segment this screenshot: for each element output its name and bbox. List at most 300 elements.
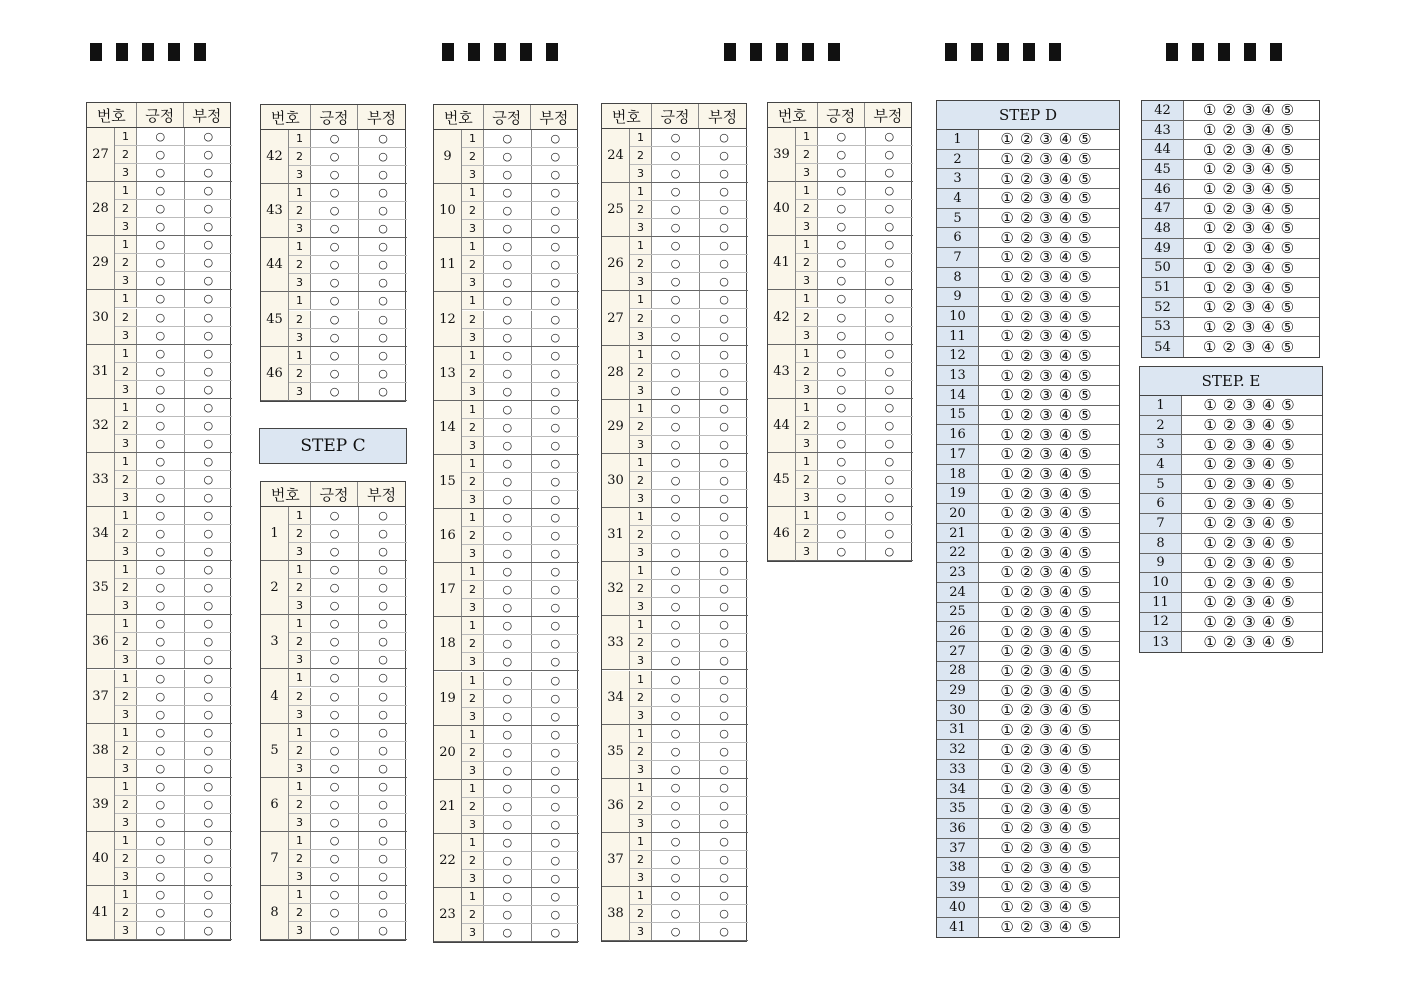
- negative-bubble[interactable]: ○: [203, 256, 214, 270]
- negative-bubble[interactable]: ○: [203, 906, 214, 920]
- positive-bubble[interactable]: ○: [652, 887, 700, 904]
- negative-bubble[interactable]: ○: [378, 924, 388, 938]
- negative-bubble[interactable]: ○: [550, 402, 561, 416]
- negative-bubble[interactable]: ○: [378, 545, 388, 559]
- positive-bubble[interactable]: ○: [818, 543, 866, 560]
- positive-bubble[interactable]: ○: [652, 815, 700, 832]
- negative-bubble[interactable]: ○: [550, 168, 561, 182]
- positive-bubble[interactable]: ○: [484, 130, 532, 147]
- positive-bubble[interactable]: ○: [652, 652, 700, 669]
- positive-bubble[interactable]: ○: [652, 147, 700, 164]
- negative-bubble[interactable]: ○: [550, 493, 561, 507]
- positive-bubble[interactable]: ○: [484, 455, 532, 472]
- positive-bubble[interactable]: ○: [311, 742, 359, 759]
- positive-bubble[interactable]: ○: [484, 563, 532, 580]
- positive-bubble[interactable]: ○: [137, 886, 185, 903]
- negative-bubble[interactable]: ○: [550, 186, 561, 200]
- positive-bubble[interactable]: ○: [818, 489, 866, 506]
- positive-bubble[interactable]: ○: [137, 182, 185, 199]
- negative-bubble[interactable]: ○: [203, 725, 214, 739]
- choice-bubbles[interactable]: ①②③④⑤: [1202, 101, 1301, 120]
- positive-bubble[interactable]: ○: [137, 742, 185, 759]
- positive-bubble[interactable]: ○: [137, 272, 185, 289]
- choice-bubbles[interactable]: ①②③④⑤: [1000, 858, 1098, 877]
- negative-bubble[interactable]: ○: [550, 366, 561, 380]
- positive-bubble[interactable]: ○: [652, 761, 700, 778]
- positive-bubble[interactable]: ○: [652, 183, 700, 200]
- negative-bubble[interactable]: ○: [719, 311, 729, 325]
- choice-bubbles[interactable]: ①②③④⑤: [1000, 898, 1098, 917]
- positive-bubble[interactable]: ○: [311, 256, 359, 273]
- choice-bubbles[interactable]: ①②③④⑤: [1000, 228, 1098, 247]
- negative-bubble[interactable]: ○: [203, 310, 214, 324]
- positive-bubble[interactable]: ○: [484, 148, 532, 165]
- negative-bubble[interactable]: ○: [378, 707, 388, 721]
- negative-bubble[interactable]: ○: [378, 779, 388, 793]
- positive-bubble[interactable]: ○: [311, 311, 359, 328]
- positive-bubble[interactable]: ○: [652, 382, 700, 399]
- choice-bubbles[interactable]: ①②③④⑤: [1203, 514, 1301, 533]
- negative-bubble[interactable]: ○: [378, 258, 388, 272]
- negative-bubble[interactable]: ○: [884, 346, 895, 360]
- negative-bubble[interactable]: ○: [203, 563, 214, 577]
- negative-bubble[interactable]: ○: [719, 726, 729, 740]
- positive-bubble[interactable]: ○: [311, 347, 359, 364]
- negative-bubble[interactable]: ○: [719, 347, 729, 361]
- choice-bubbles[interactable]: ①②③④⑤: [1000, 602, 1098, 621]
- negative-bubble[interactable]: ○: [378, 906, 388, 920]
- positive-bubble[interactable]: ○: [652, 273, 700, 290]
- choice-bubbles[interactable]: ①②③④⑤: [1203, 593, 1301, 612]
- positive-bubble[interactable]: ○: [311, 850, 359, 867]
- choice-bubbles[interactable]: ①②③④⑤: [1202, 239, 1301, 258]
- positive-bubble[interactable]: ○: [652, 851, 700, 868]
- positive-bubble[interactable]: ○: [137, 615, 185, 632]
- choice-bubbles[interactable]: ①②③④⑤: [1000, 189, 1098, 208]
- negative-bubble[interactable]: ○: [550, 835, 561, 849]
- positive-bubble[interactable]: ○: [484, 653, 532, 670]
- choice-bubbles[interactable]: ①②③④⑤: [1000, 248, 1098, 267]
- negative-bubble[interactable]: ○: [550, 222, 561, 236]
- negative-bubble[interactable]: ○: [719, 221, 729, 235]
- positive-bubble[interactable]: ○: [311, 148, 359, 165]
- negative-bubble[interactable]: ○: [719, 473, 729, 487]
- negative-bubble[interactable]: ○: [203, 274, 214, 288]
- negative-bubble[interactable]: ○: [719, 239, 729, 253]
- positive-bubble[interactable]: ○: [311, 365, 359, 382]
- positive-bubble[interactable]: ○: [652, 616, 700, 633]
- positive-bubble[interactable]: ○: [652, 291, 700, 308]
- positive-bubble[interactable]: ○: [818, 471, 866, 488]
- negative-bubble[interactable]: ○: [884, 472, 895, 486]
- negative-bubble[interactable]: ○: [203, 545, 214, 559]
- positive-bubble[interactable]: ○: [311, 669, 359, 686]
- negative-bubble[interactable]: ○: [550, 547, 561, 561]
- positive-bubble[interactable]: ○: [818, 164, 866, 181]
- negative-bubble[interactable]: ○: [719, 672, 729, 686]
- negative-bubble[interactable]: ○: [719, 600, 729, 614]
- choice-bubbles[interactable]: ①②③④⑤: [1000, 583, 1098, 602]
- positive-bubble[interactable]: ○: [484, 419, 532, 436]
- choice-bubbles[interactable]: ①②③④⑤: [1000, 504, 1098, 523]
- negative-bubble[interactable]: ○: [378, 294, 388, 308]
- positive-bubble[interactable]: ○: [818, 525, 866, 542]
- negative-bubble[interactable]: ○: [550, 276, 561, 290]
- choice-bubbles[interactable]: ①②③④⑤: [1203, 573, 1301, 592]
- negative-bubble[interactable]: ○: [203, 364, 214, 378]
- negative-bubble[interactable]: ○: [203, 400, 214, 414]
- positive-bubble[interactable]: ○: [484, 672, 532, 689]
- negative-bubble[interactable]: ○: [378, 888, 388, 902]
- positive-bubble[interactable]: ○: [818, 182, 866, 199]
- positive-bubble[interactable]: ○: [484, 329, 532, 346]
- choice-bubbles[interactable]: ①②③④⑤: [1000, 799, 1098, 818]
- positive-bubble[interactable]: ○: [484, 762, 532, 779]
- positive-bubble[interactable]: ○: [311, 832, 359, 849]
- positive-bubble[interactable]: ○: [137, 850, 185, 867]
- positive-bubble[interactable]: ○: [652, 634, 700, 651]
- positive-bubble[interactable]: ○: [311, 904, 359, 921]
- positive-bubble[interactable]: ○: [818, 254, 866, 271]
- choice-bubbles[interactable]: ①②③④⑤: [1203, 494, 1301, 513]
- choice-bubbles[interactable]: ①②③④⑤: [1000, 681, 1098, 700]
- positive-bubble[interactable]: ○: [484, 184, 532, 201]
- positive-bubble[interactable]: ○: [484, 906, 532, 923]
- negative-bubble[interactable]: ○: [550, 511, 561, 525]
- positive-bubble[interactable]: ○: [137, 796, 185, 813]
- positive-bubble[interactable]: ○: [652, 743, 700, 760]
- negative-bubble[interactable]: ○: [719, 185, 729, 199]
- negative-bubble[interactable]: ○: [719, 618, 729, 632]
- negative-bubble[interactable]: ○: [884, 292, 895, 306]
- negative-bubble[interactable]: ○: [719, 744, 729, 758]
- choice-bubbles[interactable]: ①②③④⑤: [1000, 327, 1098, 346]
- positive-bubble[interactable]: ○: [484, 780, 532, 797]
- positive-bubble[interactable]: ○: [484, 527, 532, 544]
- negative-bubble[interactable]: ○: [884, 148, 895, 162]
- positive-bubble[interactable]: ○: [137, 507, 185, 524]
- positive-bubble[interactable]: ○: [137, 236, 185, 253]
- positive-bubble[interactable]: ○: [818, 381, 866, 398]
- positive-bubble[interactable]: ○: [311, 760, 359, 777]
- choice-bubbles[interactable]: ①②③④⑤: [1202, 298, 1301, 317]
- positive-bubble[interactable]: ○: [484, 816, 532, 833]
- negative-bubble[interactable]: ○: [719, 492, 729, 506]
- negative-bubble[interactable]: ○: [378, 312, 388, 326]
- negative-bubble[interactable]: ○: [203, 382, 214, 396]
- choice-bubbles[interactable]: ①②③④⑤: [1203, 416, 1301, 435]
- choice-bubbles[interactable]: ①②③④⑤: [1000, 386, 1098, 405]
- negative-bubble[interactable]: ○: [550, 474, 561, 488]
- choice-bubbles[interactable]: ①②③④⑤: [1203, 553, 1301, 572]
- negative-bubble[interactable]: ○: [378, 366, 388, 380]
- negative-bubble[interactable]: ○: [203, 202, 214, 216]
- positive-bubble[interactable]: ○: [137, 814, 185, 831]
- positive-bubble[interactable]: ○: [311, 868, 359, 885]
- choice-bubbles[interactable]: ①②③④⑤: [1000, 661, 1098, 680]
- negative-bubble[interactable]: ○: [203, 418, 214, 432]
- choice-bubbles[interactable]: ①②③④⑤: [1000, 465, 1098, 484]
- negative-bubble[interactable]: ○: [719, 510, 729, 524]
- positive-bubble[interactable]: ○: [311, 706, 359, 723]
- choice-bubbles[interactable]: ①②③④⑤: [1203, 612, 1301, 631]
- positive-bubble[interactable]: ○: [137, 778, 185, 795]
- negative-bubble[interactable]: ○: [203, 924, 214, 938]
- negative-bubble[interactable]: ○: [719, 437, 729, 451]
- positive-bubble[interactable]: ○: [137, 633, 185, 650]
- positive-bubble[interactable]: ○: [818, 200, 866, 217]
- positive-bubble[interactable]: ○: [484, 220, 532, 237]
- negative-bubble[interactable]: ○: [719, 834, 729, 848]
- choice-bubbles[interactable]: ①②③④⑤: [1203, 475, 1301, 494]
- negative-bubble[interactable]: ○: [550, 312, 561, 326]
- negative-bubble[interactable]: ○: [378, 761, 388, 775]
- positive-bubble[interactable]: ○: [484, 708, 532, 725]
- positive-bubble[interactable]: ○: [137, 832, 185, 849]
- negative-bubble[interactable]: ○: [203, 671, 214, 685]
- negative-bubble[interactable]: ○: [378, 527, 388, 541]
- choice-bubbles[interactable]: ①②③④⑤: [1202, 140, 1301, 159]
- negative-bubble[interactable]: ○: [203, 491, 214, 505]
- negative-bubble[interactable]: ○: [550, 529, 561, 543]
- choice-bubbles[interactable]: ①②③④⑤: [1000, 524, 1098, 543]
- negative-bubble[interactable]: ○: [550, 330, 561, 344]
- positive-bubble[interactable]: ○: [311, 724, 359, 741]
- negative-bubble[interactable]: ○: [550, 348, 561, 362]
- positive-bubble[interactable]: ○: [311, 274, 359, 291]
- positive-bubble[interactable]: ○: [137, 345, 185, 362]
- negative-bubble[interactable]: ○: [203, 797, 214, 811]
- negative-bubble[interactable]: ○: [719, 149, 729, 163]
- negative-bubble[interactable]: ○: [884, 256, 895, 270]
- choice-bubbles[interactable]: ①②③④⑤: [1203, 396, 1301, 415]
- choice-bubbles[interactable]: ①②③④⑤: [1000, 169, 1098, 188]
- positive-bubble[interactable]: ○: [818, 327, 866, 344]
- positive-bubble[interactable]: ○: [484, 383, 532, 400]
- choice-bubbles[interactable]: ①②③④⑤: [1000, 720, 1098, 739]
- positive-bubble[interactable]: ○: [311, 561, 359, 578]
- negative-bubble[interactable]: ○: [203, 689, 214, 703]
- positive-bubble[interactable]: ○: [652, 346, 700, 363]
- negative-bubble[interactable]: ○: [203, 238, 214, 252]
- negative-bubble[interactable]: ○: [550, 781, 561, 795]
- choice-bubbles[interactable]: ①②③④⑤: [1000, 839, 1098, 858]
- negative-bubble[interactable]: ○: [203, 184, 214, 198]
- choice-bubbles[interactable]: ①②③④⑤: [1000, 445, 1098, 464]
- negative-bubble[interactable]: ○: [203, 635, 214, 649]
- positive-bubble[interactable]: ○: [652, 833, 700, 850]
- negative-bubble[interactable]: ○: [550, 456, 561, 470]
- negative-bubble[interactable]: ○: [884, 491, 895, 505]
- positive-bubble[interactable]: ○: [818, 309, 866, 326]
- choice-bubbles[interactable]: ①②③④⑤: [1203, 534, 1301, 553]
- positive-bubble[interactable]: ○: [652, 905, 700, 922]
- positive-bubble[interactable]: ○: [311, 525, 359, 542]
- negative-bubble[interactable]: ○: [378, 870, 388, 884]
- positive-bubble[interactable]: ○: [137, 146, 185, 163]
- negative-bubble[interactable]: ○: [203, 779, 214, 793]
- negative-bubble[interactable]: ○: [719, 329, 729, 343]
- positive-bubble[interactable]: ○: [311, 688, 359, 705]
- negative-bubble[interactable]: ○: [550, 619, 561, 633]
- negative-bubble[interactable]: ○: [378, 815, 388, 829]
- positive-bubble[interactable]: ○: [137, 561, 185, 578]
- negative-bubble[interactable]: ○: [550, 240, 561, 254]
- positive-bubble[interactable]: ○: [137, 670, 185, 687]
- negative-bubble[interactable]: ○: [550, 583, 561, 597]
- positive-bubble[interactable]: ○: [652, 400, 700, 417]
- negative-bubble[interactable]: ○: [884, 527, 895, 541]
- positive-bubble[interactable]: ○: [137, 543, 185, 560]
- positive-bubble[interactable]: ○: [137, 688, 185, 705]
- positive-bubble[interactable]: ○: [818, 290, 866, 307]
- negative-bubble[interactable]: ○: [719, 762, 729, 776]
- positive-bubble[interactable]: ○: [818, 128, 866, 145]
- positive-bubble[interactable]: ○: [484, 365, 532, 382]
- choice-bubbles[interactable]: ①②③④⑤: [1000, 878, 1098, 897]
- negative-bubble[interactable]: ○: [378, 509, 388, 523]
- negative-bubble[interactable]: ○: [884, 400, 895, 414]
- positive-bubble[interactable]: ○: [652, 418, 700, 435]
- negative-bubble[interactable]: ○: [550, 655, 561, 669]
- choice-bubbles[interactable]: ①②③④⑤: [1000, 918, 1098, 937]
- positive-bubble[interactable]: ○: [137, 399, 185, 416]
- positive-bubble[interactable]: ○: [652, 129, 700, 146]
- negative-bubble[interactable]: ○: [719, 907, 729, 921]
- negative-bubble[interactable]: ○: [378, 150, 388, 164]
- positive-bubble[interactable]: ○: [311, 796, 359, 813]
- choice-bubbles[interactable]: ①②③④⑤: [1000, 287, 1098, 306]
- positive-bubble[interactable]: ○: [311, 184, 359, 201]
- positive-bubble[interactable]: ○: [652, 310, 700, 327]
- positive-bubble[interactable]: ○: [818, 453, 866, 470]
- negative-bubble[interactable]: ○: [550, 890, 561, 904]
- positive-bubble[interactable]: ○: [311, 202, 359, 219]
- negative-bubble[interactable]: ○: [884, 364, 895, 378]
- positive-bubble[interactable]: ○: [484, 256, 532, 273]
- positive-bubble[interactable]: ○: [652, 490, 700, 507]
- negative-bubble[interactable]: ○: [378, 689, 388, 703]
- positive-bubble[interactable]: ○: [484, 798, 532, 815]
- positive-bubble[interactable]: ○: [311, 166, 359, 183]
- positive-bubble[interactable]: ○: [484, 690, 532, 707]
- positive-bubble[interactable]: ○: [311, 814, 359, 831]
- negative-bubble[interactable]: ○: [884, 328, 895, 342]
- negative-bubble[interactable]: ○: [378, 276, 388, 290]
- negative-bubble[interactable]: ○: [550, 438, 561, 452]
- choice-bubbles[interactable]: ①②③④⑤: [1202, 121, 1301, 140]
- positive-bubble[interactable]: ○: [137, 435, 185, 452]
- choice-bubbles[interactable]: ①②③④⑤: [1000, 130, 1098, 149]
- negative-bubble[interactable]: ○: [719, 167, 729, 181]
- negative-bubble[interactable]: ○: [203, 328, 214, 342]
- positive-bubble[interactable]: ○: [652, 923, 700, 940]
- negative-bubble[interactable]: ○: [550, 817, 561, 831]
- positive-bubble[interactable]: ○: [818, 435, 866, 452]
- choice-bubbles[interactable]: ①②③④⑤: [1000, 268, 1098, 287]
- negative-bubble[interactable]: ○: [203, 148, 214, 162]
- positive-bubble[interactable]: ○: [484, 924, 532, 941]
- positive-bubble[interactable]: ○: [137, 760, 185, 777]
- negative-bubble[interactable]: ○: [884, 184, 895, 198]
- negative-bubble[interactable]: ○: [378, 222, 388, 236]
- positive-bubble[interactable]: ○: [311, 633, 359, 650]
- positive-bubble[interactable]: ○: [137, 290, 185, 307]
- positive-bubble[interactable]: ○: [484, 744, 532, 761]
- positive-bubble[interactable]: ○: [652, 255, 700, 272]
- positive-bubble[interactable]: ○: [137, 200, 185, 217]
- positive-bubble[interactable]: ○: [137, 218, 185, 235]
- positive-bubble[interactable]: ○: [484, 888, 532, 905]
- positive-bubble[interactable]: ○: [137, 453, 185, 470]
- choice-bubbles[interactable]: ①②③④⑤: [1202, 317, 1301, 336]
- positive-bubble[interactable]: ○: [818, 236, 866, 253]
- positive-bubble[interactable]: ○: [137, 381, 185, 398]
- negative-bubble[interactable]: ○: [203, 220, 214, 234]
- choice-bubbles[interactable]: ①②③④⑤: [1000, 366, 1098, 385]
- positive-bubble[interactable]: ○: [652, 707, 700, 724]
- negative-bubble[interactable]: ○: [550, 727, 561, 741]
- negative-bubble[interactable]: ○: [719, 582, 729, 596]
- negative-bubble[interactable]: ○: [550, 745, 561, 759]
- choice-bubbles[interactable]: ①②③④⑤: [1202, 199, 1301, 218]
- choice-bubbles[interactable]: ①②③④⑤: [1000, 405, 1098, 424]
- negative-bubble[interactable]: ○: [378, 384, 388, 398]
- choice-bubbles[interactable]: ①②③④⑤: [1202, 338, 1301, 357]
- choice-bubbles[interactable]: ①②③④⑤: [1000, 760, 1098, 779]
- negative-bubble[interactable]: ○: [884, 545, 895, 559]
- negative-bubble[interactable]: ○: [203, 509, 214, 523]
- negative-bubble[interactable]: ○: [719, 365, 729, 379]
- negative-bubble[interactable]: ○: [719, 798, 729, 812]
- positive-bubble[interactable]: ○: [137, 579, 185, 596]
- negative-bubble[interactable]: ○: [378, 348, 388, 362]
- negative-bubble[interactable]: ○: [203, 166, 214, 180]
- negative-bubble[interactable]: ○: [203, 472, 214, 486]
- negative-bubble[interactable]: ○: [719, 564, 729, 578]
- positive-bubble[interactable]: ○: [137, 651, 185, 668]
- positive-bubble[interactable]: ○: [137, 489, 185, 506]
- positive-bubble[interactable]: ○: [484, 635, 532, 652]
- positive-bubble[interactable]: ○: [818, 345, 866, 362]
- negative-bubble[interactable]: ○: [203, 707, 214, 721]
- negative-bubble[interactable]: ○: [719, 925, 729, 939]
- negative-bubble[interactable]: ○: [203, 436, 214, 450]
- negative-bubble[interactable]: ○: [378, 671, 388, 685]
- positive-bubble[interactable]: ○: [137, 417, 185, 434]
- choice-bubbles[interactable]: ①②③④⑤: [1000, 701, 1098, 720]
- positive-bubble[interactable]: ○: [137, 868, 185, 885]
- choice-bubbles[interactable]: ①②③④⑤: [1000, 307, 1098, 326]
- choice-bubbles[interactable]: ①②③④⑤: [1203, 435, 1301, 454]
- negative-bubble[interactable]: ○: [884, 382, 895, 396]
- choice-bubbles[interactable]: ①②③④⑤: [1202, 219, 1301, 238]
- negative-bubble[interactable]: ○: [884, 310, 895, 324]
- positive-bubble[interactable]: ○: [484, 870, 532, 887]
- choice-bubbles[interactable]: ①②③④⑤: [1202, 258, 1301, 277]
- positive-bubble[interactable]: ○: [137, 309, 185, 326]
- choice-bubbles[interactable]: ①②③④⑤: [1000, 563, 1098, 582]
- negative-bubble[interactable]: ○: [378, 797, 388, 811]
- positive-bubble[interactable]: ○: [137, 128, 185, 145]
- choice-bubbles[interactable]: ①②③④⑤: [1000, 425, 1098, 444]
- positive-bubble[interactable]: ○: [484, 509, 532, 526]
- negative-bubble[interactable]: ○: [884, 166, 895, 180]
- positive-bubble[interactable]: ○: [137, 525, 185, 542]
- positive-bubble[interactable]: ○: [137, 904, 185, 921]
- negative-bubble[interactable]: ○: [719, 780, 729, 794]
- negative-bubble[interactable]: ○: [719, 654, 729, 668]
